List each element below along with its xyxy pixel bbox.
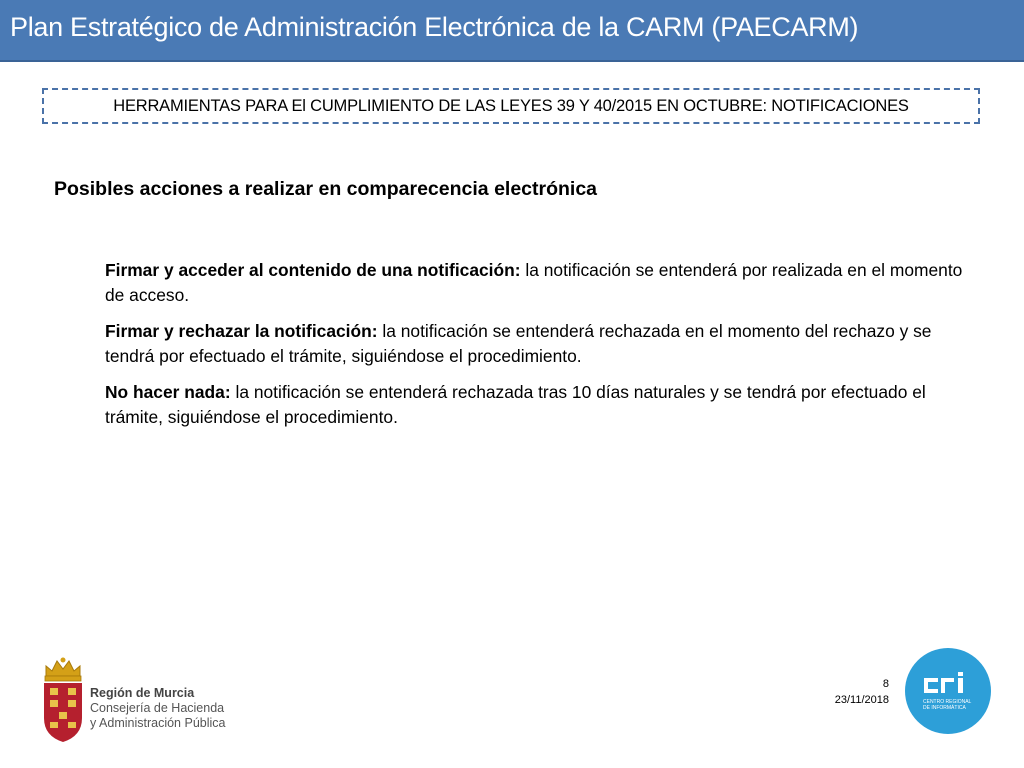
item-bold-label: No hacer nada: bbox=[105, 382, 231, 402]
region-murcia-logo bbox=[40, 656, 240, 748]
org-name: Región de Murcia bbox=[90, 686, 195, 700]
cri-logo-text-1: CENTRO REGIONAL bbox=[923, 699, 972, 705]
list-item bbox=[105, 319, 975, 369]
actions-list bbox=[105, 258, 975, 441]
item-text: la notificación se entenderá rechazada en el momento del rechazo y se tendrá por efectuado el trámite, siguiéndose el procedimiento. bbox=[105, 321, 932, 366]
subtitle: HERRAMIENTAS PARA El CUMPLIMIENTO DE LAS LEYES 39 Y 40/2015 EN OCTUBRE: NOTIFICACIONES bbox=[113, 96, 909, 115]
slide-title: Plan Estratégico de Administración Electrónica de la CARM (PAECARM) bbox=[10, 12, 859, 42]
title-bar bbox=[0, 0, 1024, 62]
item-bold-label: Firmar y rechazar la notificación: bbox=[105, 321, 378, 341]
dept-line-2: y Administración Pública bbox=[90, 716, 226, 730]
cri-logo-text-2: DE INFORMÁTICA bbox=[923, 705, 966, 711]
item-bold-label: Firmar y acceder al contenido de una notificación: bbox=[105, 260, 521, 280]
murcia-coat-of-arms-icon bbox=[40, 656, 86, 744]
list-item bbox=[105, 258, 975, 308]
region-text bbox=[90, 686, 225, 731]
dept-line-1: Consejería de Hacienda bbox=[90, 701, 225, 715]
section-heading: Posibles acciones a realizar en comparecencia electrónica bbox=[54, 178, 598, 200]
page-number: 8 bbox=[882, 678, 889, 690]
date: 23/11/2018 bbox=[834, 694, 889, 706]
item-text: la notificación se entenderá por realizada en el momento de acceso. bbox=[105, 260, 963, 305]
subtitle-box bbox=[42, 88, 980, 124]
cri-logo-icon bbox=[905, 648, 991, 734]
list-item bbox=[105, 380, 975, 430]
item-text: la notificación se entenderá rechazada tras 10 días naturales y se tendrá por efectuado el trámite, siguiéndose el procedimiento. bbox=[105, 382, 926, 427]
